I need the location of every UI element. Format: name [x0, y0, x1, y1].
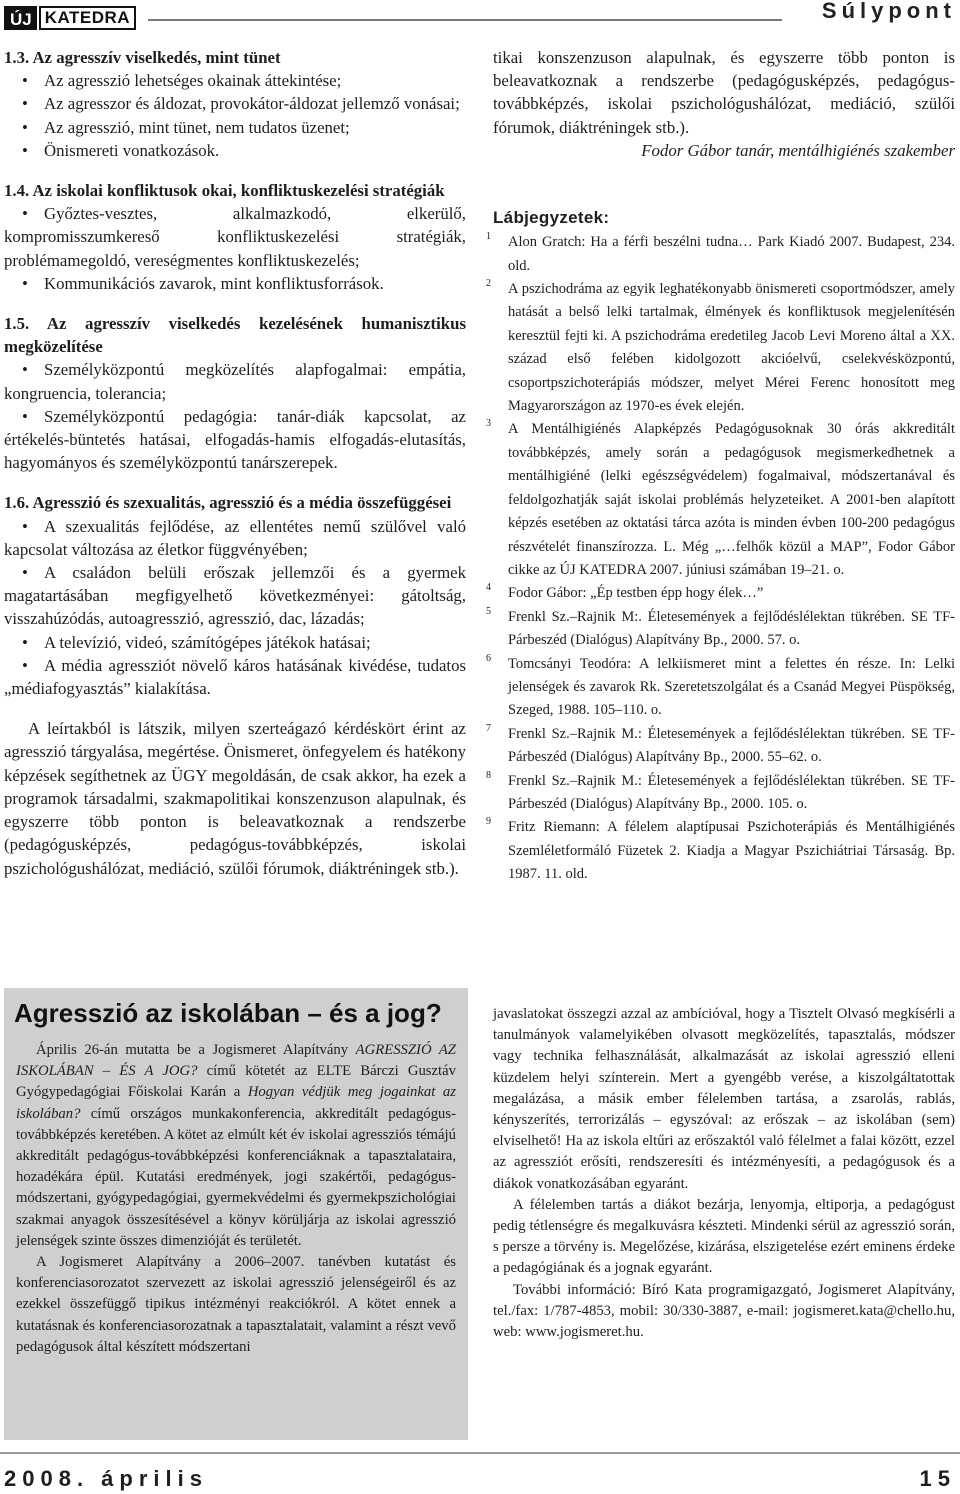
list-item: • Önismereti vonatkozások.: [4, 139, 466, 162]
sidebar-article-box: [4, 988, 468, 1440]
box-paragraph: További információ: Bíró Kata programigazgató, Jogismeret Alapítvány, tel./fax: 1/787-4853, mobil: 30/330-3887, e-mail: jogismeret.kata@chello.hu, web: www.jogismeret.hu.: [493, 1281, 955, 1341]
list-item: • A televízió, videó, számítógépes játékok hatásai;: [4, 631, 466, 654]
list-item: • Kommunikációs zavarok, mint konfliktusforrások.: [4, 272, 466, 295]
author-signature: Fodor Gábor tanár, mentálhigiénés szakember: [641, 140, 955, 160]
bullet-icon: •: [22, 360, 28, 380]
list-item: • Az agresszió, mint tünet, nem tudatos üzenet;: [4, 116, 466, 139]
section-title: 1.3. Az agresszív viselkedés, mint tünet: [4, 48, 281, 67]
left-column: [4, 46, 466, 878]
list-item: • A média agressziót növelő káros hatásának kivédése, tudatos „médiafogyasztás” kialakítása.: [4, 655, 466, 699]
header-rule: [148, 19, 782, 21]
list-item: • Személyközpontú pedagógia: tanár-diák kapcsolat, az értékelés-büntetés hatásai, elfogadás-hamis elfogadás-elutasítás, hagyományos és személyközpontú tanárszerepek.: [4, 406, 466, 473]
logo-uj: ÚJ: [4, 6, 37, 30]
box-paragraph: javaslatokat összegzi azzal az ambícióval, hogy a Tisztelt Olvasó megkísérli a tanulmányok valamelyikében olvasott megközelítés, tapasztalás, módszer vagy technika felhasználását, alkalmazását az iskolai agresszió elleni küzdelem helyi színterein. Mert a gyengébb verése, a kiszolgáltatottak megalázása, a másik ember félelemben tartása, a zsarolás, rablás, kényszerítés, terrorizálás – egyszóval: az erőszak – az iskolában (sem) elviselhető! Ha az iskola eltűri az erőszaktól való félelmet a falai között, ezzel az agressziót erősíti, rendszeresíti és intézményesíti, a pedagógusok és a diákok vonatkozásában egyaránt.: [493, 1006, 955, 1192]
box-paragraph: A Jogismeret Alapítvány a 2006–2007. tanévben kutatást és konferenciasorozatot szervezett az iskolai agresszió jelenségeiről és az ezekkel összefüggő tipikus intézményi reakciókról. A kötet ennek a kutatásnak és konferenciasorozatnak a tapasztalatait, valamint a részt vevő pedagógusok által készített módszertani: [16, 1254, 456, 1355]
list-item: • Győztes-vesztes, alkalmazkodó, elkerülő, kompromisszumkereső konfliktuskezelési stratégiák, problémamegoldó, vereségmentes konfliktuskezelés;: [4, 204, 466, 270]
box-article-continued: [493, 1004, 955, 1343]
right-column: [486, 46, 955, 887]
bullet-icon: •: [22, 94, 28, 114]
section-1-3: [4, 46, 466, 162]
list-item: • Az agresszió lehetséges okainak áttekintése;: [4, 69, 466, 92]
footnotes-title: Lábjegyzetek:: [493, 208, 610, 228]
bullet-icon: •: [22, 563, 28, 583]
section-1-5: [4, 312, 466, 474]
logo-name: KATEDRA: [39, 6, 136, 30]
footnote: 8 Frenkl Sz.–Rajnik M.: Életesemények a fejlődéslélektan tükrében. SE TF-Párbeszéd (Dialógus) Alapítvány Bp., 2000. 105. o.: [486, 769, 955, 812]
footnote: 5 Frenkl Sz.–Rajnik M:. Életesemények a fejlődéslélektan tükrében. SE TF-Párbeszéd (Dialógus) Alapítvány Bp., 2000. 57. o.: [486, 605, 955, 649]
box-text: [16, 1040, 456, 1358]
footer-date: 2008. április: [4, 1466, 208, 1491]
page-number: 15: [919, 1466, 956, 1491]
footnote: 9 Fritz Riemann: A félelem alaptípusai Pszichoterápiás és Mentálhigiénés Szemléletformáló Füzetek 2. Kiadja a Magyar Pszichiátriai Társaság. Bp. 1987. 11. old.: [486, 816, 955, 883]
journal-logo: [4, 6, 136, 30]
bullet-icon: •: [22, 516, 28, 536]
box-paragraph: A félelemben tartás a diákot bezárja, lenyomja, eltiporja, a pedagógust pedig tétlenségre és megalkuvásra készteti. Mindenki sérül az agresszió során, s persze a törvény is. Megelőzése, kizárása, elszigetelése ezért eminens érdeke a pedagógiának és a jognak egyaránt.: [493, 1196, 955, 1277]
conclusion-paragraph: A leírtakból is látszik, milyen szerteágazó kérdéskört érint az agresszió tárgyalása, megértése. Önismeret, önfegyelem és hatékony képzések segíthetnek az ÜGY megoldásán, de csak akkor, ha ezek a programok társadalmi, szakmapolitikai konszenzuson alapulnak, és egyszerre több ponton is beleavatkoznak a rendszerbe (pedagógusképzés, pedagógus-továbbképzés, iskolai pszichológushálózat, mediáció, szülői fórumok, diáktréningek stb.).: [4, 719, 466, 878]
bullet-icon: •: [22, 406, 28, 426]
bullet-icon: •: [22, 204, 28, 224]
box-title: Agresszió az iskolában – és a jog?: [14, 998, 442, 1028]
section-title: 1.6. Agresszió és szexualitás, agresszió és a média összefüggései: [4, 493, 452, 513]
bullet-icon: •: [22, 273, 28, 293]
list-item: • A szexualitás fejlődése, az ellentétes nemű szülővel való kapcsolat változása az életkor függvényében;: [4, 516, 466, 559]
list-item: • Személyközpontú megközelítés alapfogalmai: empátia, kongruencia, tolerancia;: [4, 360, 466, 403]
section-label: Súlypont: [821, 0, 956, 23]
section-1-4: [4, 179, 466, 295]
conclusion-continued: tikai konszenzuson alapulnak, és egyszerre több ponton is beleavatkoznak a rendszerbe (pedagógusképzés, pedagógus-továbbképzés, iskolai pszichológushálózat, mediáció, szülői fórumok, diáktréningek stb.).: [493, 48, 955, 137]
footnote: 1 Alon Gratch: Ha a férfi beszélni tudna… Park Kiadó 2007. Budapest, 234. old.: [486, 231, 955, 274]
bullet-icon: •: [22, 655, 28, 675]
footnote: 3 A Mentálhigiénés Alapképzés Pedagógusoknak 30 órás akkreditált továbbképzés, amely során a pedagógusok megismerkedhetnek a mentálhigiéné (lelki egészségvédelem) fogalmaival, módszertanával és feldolgozhatják saját iskolai problémás helyzeteiket. A 2001-ben alapított képzés esetében az oktatási tárca azóta is minden évben 100-200 pedagógus részvételét finanszírozza. L. Még „…felhők közül a MAP”, Fodor Gábor cikke az ÚJ KATEDRA 2007. júniusi számában 19–21. o.: [486, 418, 955, 578]
section-title: 1.5. Az agresszív viselkedés kezelésének humanisztikus megközelítése: [4, 314, 466, 357]
bullet-icon: •: [22, 71, 28, 91]
footnote: 4 Fodor Gábor: „Ép testben épp hogy élek…”: [486, 582, 764, 602]
bullet-icon: •: [22, 117, 28, 137]
section-1-6: [4, 491, 466, 700]
bullet-icon: •: [22, 140, 28, 160]
list-item: • A családon belüli erőszak jellemzői és a gyermek magatartásában megfigyelhető következményei: gátoltság, visszahúzódás, autoagresszió, agresszió, dac, lázadás;: [4, 563, 466, 629]
footnotes-list: [486, 231, 955, 886]
bullet-icon: •: [22, 632, 28, 652]
box-paragraph: Április 26-án mutatta be a Jogismeret Alapítvány AGRESSZIÓ AZ ISKOLÁBAN – ÉS A JOG? című kötetét az ELTE Bárczi Gusztáv Gyógypedagógiai Főiskolai Karán a Hogyan védjük meg jogainkat az iskolában? című országos munkakonferencia, akkreditált pedagógus-továbbképzés keretében. A kötet az elmúlt két év iskolai agressziós témájú akkreditált pedagógus-továbbképzési konferenciáknak a tapasztalataira, hozadékára épül. Kutatási eredmények, jogi szakértői, pedagógus-módszertani, gyógypedagógiai, gyermekvédelmi és gyermekpszichológiai szakmai anyagok összesítésével a könyv körüljárja az iskolai agresszió jelenségek szinte összes dimenzióját és területét.: [16, 1042, 456, 1249]
section-title: 1.4. Az iskolai konfliktusok okai, konfliktuskezelési stratégiák: [4, 181, 445, 201]
footnote: 7 Frenkl Sz.–Rajnik M.: Életesemények a fejlődéslélektan tükrében. SE TF-Párbeszéd (Dialógus) Alapítvány Bp., 2000. 55–62. o.: [486, 722, 955, 766]
footer-rule: [0, 1452, 960, 1454]
footnote: 2 A pszichodráma az egyik leghatékonyabb önismereti csoportmódszer, amely hatását a belső lelki tartalmak, élmények és konfliktusok megjelenítésén keresztül fejti ki. A pszichodráma eredetileg Jacob Levi Moreno által a XX. század első felében kidolgozott akcióelvű, cselekvésközpontú, csoportpszichoterápiás módszer, melyet Mérei Ferenc honosított meg Magyarországon az 1970-es évek elején.: [486, 278, 955, 415]
list-item: • Az agresszor és áldozat, provokátor-áldozat jellemző vonásai;: [4, 92, 466, 115]
footnote: 6 Tomcsányi Teodóra: A lelkiismeret mint a felettes én része. In: Lelki jelenségek és zavarok Rk. Szeretetszolgálat és a Csanád Megyei Püspökség, Szeged, 1988. 105–110. o.: [486, 652, 955, 719]
